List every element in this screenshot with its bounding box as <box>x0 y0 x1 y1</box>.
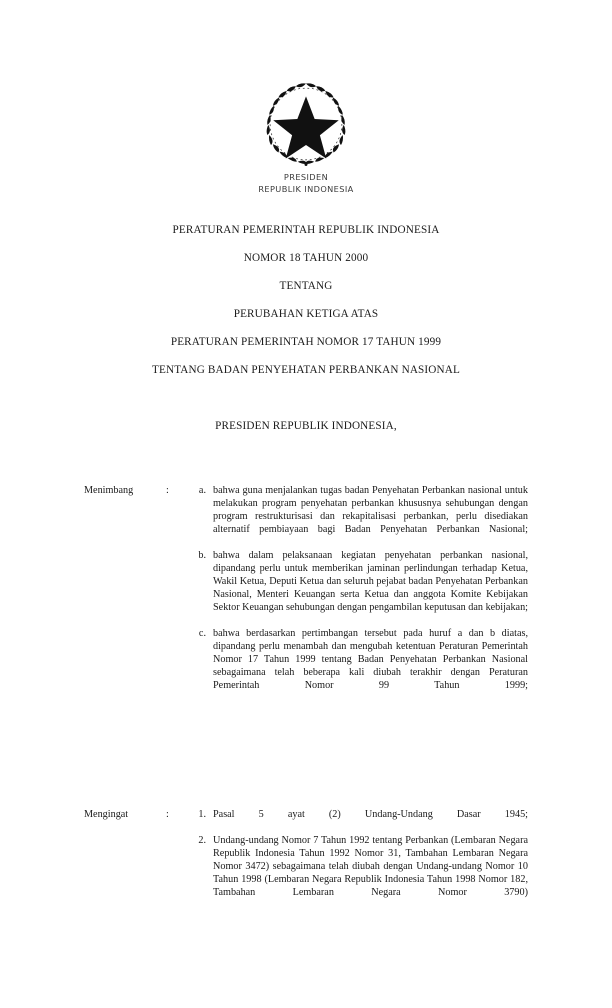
clause-item <box>190 834 528 912</box>
clause-marker: a. <box>198 485 206 496</box>
title-line-about: TENTANG <box>279 280 333 292</box>
clause-text: bahwa guna menjalankan tugas badan Penyehatan Perbankan nasional untuk melakukan program penyehatan perbankan khususnya sehubungan dengan program restrukturisasi dan rekapitalisasi perbankan, perlu disediakan alternatif pembiayaan bagi Badan Penyehatan Perbankan Nasional; <box>213 485 528 535</box>
clause-item <box>190 808 528 834</box>
section-label-mengingat: Mengingat <box>84 809 129 820</box>
clause-text: bahwa berdasarkan pertimbangan tersebut pada huruf a dan b diatas, dipandang perlu menambah dan mengubah ketentuan Peraturan Pemerintah Nomor 17 Tahun 1999 tentang Badan Penyehatan Perbankan Nasional sebagaimana telah beberapa kali diubah terakhir dengan Peraturan Pemerintah Nomor 99 Tahun 1999; <box>213 628 528 691</box>
clause-marker: c. <box>198 628 206 639</box>
section-colon-mengingat: : <box>166 809 169 820</box>
emblem-block <box>0 78 612 195</box>
document-title-block <box>0 216 612 384</box>
clause-row <box>84 484 528 705</box>
clause-row <box>84 808 528 912</box>
clause-text: bahwa dalam pelaksanaan kegiatan penyehatan perbankan nasional, dipandang perlu untuk memberikan jaminan perlindungan terhadap Ketua, Wakil Ketua, Deputi Ketua dan seluruh pejabat badan Penyehatan Perbankan Nasional, Menteri Keuangan serta Ketua dan anggota Komite Kebijakan Sektor Keuangan sehubungan dengan pengambilan keputusan dan kebijakan; <box>213 550 528 613</box>
clause-item-list-mengingat <box>190 808 528 912</box>
clause-item <box>190 549 528 627</box>
title-line-regulation-name: PERATURAN PEMERINTAH REPUBLIK INDONESIA <box>172 224 440 236</box>
clause-text: Pasal 5 ayat (2) Undang-Undang Dasar 1945; <box>213 809 528 820</box>
clause-marker: 1. <box>198 809 206 820</box>
clause-item-list-menimbang <box>190 484 528 705</box>
indonesian-presidential-star-wreath-emblem <box>260 78 352 170</box>
presiden-heading: PRESIDEN REPUBLIK INDONESIA, <box>215 420 397 432</box>
section-label-menimbang: Menimbang <box>84 485 134 496</box>
clause-item <box>190 484 528 549</box>
section-mengingat <box>84 808 528 912</box>
title-line-source-regulation: PERATURAN PEMERINTAH NOMOR 17 TAHUN 1999 <box>170 336 442 348</box>
clause-text: Undang-undang Nomor 7 Tahun 1992 tentang Perbankan (Lembaran Negara Republik Indonesia Tahun 1992 Nomor 31, Tambahan Lembaran Negara Nomor 3472) sebagaimana telah diubah dengan Undang-undang Nomor 10 Tahun 1998 (Lembaran Negara Republik Indonesia Tahun 1998 Nomor 182, Tambahan Lembaran Negara Nomor 3790) <box>213 835 528 898</box>
clause-item <box>190 627 528 705</box>
emblem-caption-line-2: REPUBLIK INDONESIA <box>258 183 354 194</box>
clause-marker: 2. <box>198 835 206 846</box>
section-menimbang <box>84 484 528 705</box>
title-line-number: NOMOR 18 TAHUN 2000 <box>243 252 369 264</box>
emblem-caption <box>0 172 612 195</box>
title-line-amendment: PERUBAHAN KETIGA ATAS <box>233 308 379 320</box>
title-line-subject: TENTANG BADAN PENYEHATAN PERBANKAN NASIONAL <box>152 364 460 376</box>
section-colon-menimbang: : <box>166 485 169 496</box>
clause-marker: b. <box>198 550 206 561</box>
emblem-caption-line-1: PRESIDEN <box>283 172 329 182</box>
